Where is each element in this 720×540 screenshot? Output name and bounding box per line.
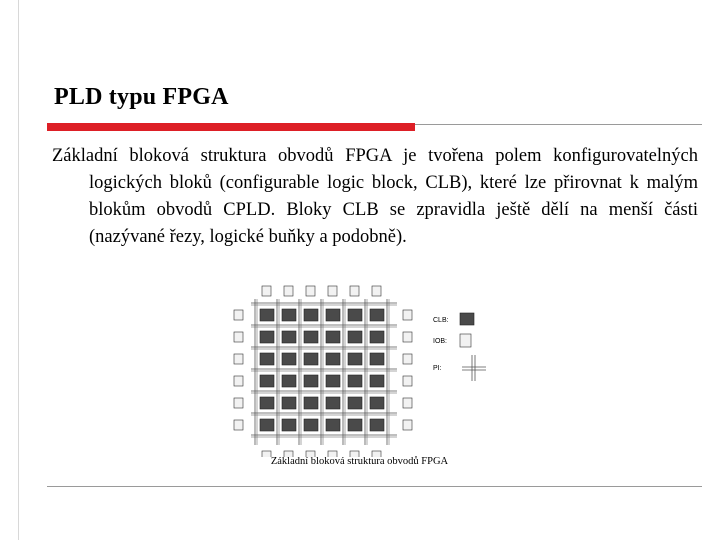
iob-block-right xyxy=(403,420,412,430)
clb-block xyxy=(370,331,384,343)
iob-block-left xyxy=(234,332,243,342)
iob-block-right xyxy=(403,332,412,342)
clb-block xyxy=(348,419,362,431)
bottom-rule xyxy=(47,486,702,487)
clb-block xyxy=(370,353,384,365)
legend-iob-swatch xyxy=(460,334,471,347)
legend-clb-label: CLB: xyxy=(433,317,449,324)
clb-block xyxy=(282,375,296,387)
clb-block xyxy=(304,397,318,409)
iob-block-top xyxy=(350,286,359,296)
clb-block xyxy=(282,309,296,321)
iob-block-top xyxy=(328,286,337,296)
clb-block xyxy=(260,397,274,409)
iob-block-top xyxy=(306,286,315,296)
clb-block xyxy=(282,353,296,365)
iob-block-left xyxy=(234,420,243,430)
clb-block xyxy=(304,309,318,321)
clb-block xyxy=(370,419,384,431)
body-paragraph: Základní bloková struktura obvodů FPGA je tvořena polem konfigurovatelných logických bloků (configurable logic block, CLB), které lze přirovnat k malým blokům obvodů CPLD. Bloky CLB se zpravidla ještě dělí na menší části (nazývané řezy, logické buňky a podobně). xyxy=(52,146,698,247)
clb-block xyxy=(260,375,274,387)
clb-block xyxy=(282,331,296,343)
clb-block xyxy=(348,397,362,409)
slide-title: PLD typu FPGA xyxy=(54,84,229,110)
iob-block-top xyxy=(372,286,381,296)
clb-block xyxy=(326,309,340,321)
iob-block-top xyxy=(284,286,293,296)
clb-block xyxy=(326,397,340,409)
clb-block xyxy=(282,397,296,409)
iob-block-right xyxy=(403,398,412,408)
clb-block xyxy=(326,331,340,343)
clb-block xyxy=(260,419,274,431)
iob-block-left xyxy=(234,376,243,386)
fpga-block-diagram xyxy=(229,282,490,457)
clb-block xyxy=(282,419,296,431)
iob-block-right xyxy=(403,354,412,364)
clb-block xyxy=(326,353,340,365)
figure-caption: Základní bloková struktura obvodů FPGA xyxy=(270,456,449,467)
clb-block xyxy=(326,419,340,431)
clb-block xyxy=(304,419,318,431)
legend-pi-symbol xyxy=(462,355,486,381)
clb-block xyxy=(370,375,384,387)
title-accent-bar xyxy=(47,123,415,131)
figure-legend xyxy=(433,313,486,381)
iob-block-left xyxy=(234,398,243,408)
iob-block-left xyxy=(234,354,243,364)
iob-block-left xyxy=(234,310,243,320)
iob-block-right xyxy=(403,376,412,386)
clb-block xyxy=(304,331,318,343)
clb-block xyxy=(348,375,362,387)
clb-block xyxy=(260,309,274,321)
clb-block xyxy=(348,353,362,365)
legend-clb-swatch xyxy=(460,313,474,325)
clb-block xyxy=(348,309,362,321)
iob-block-top xyxy=(262,286,271,296)
clb-block xyxy=(304,353,318,365)
clb-block xyxy=(326,375,340,387)
frame-line xyxy=(18,0,19,540)
clb-block xyxy=(348,331,362,343)
clb-block xyxy=(260,353,274,365)
iob-block-right xyxy=(403,310,412,320)
legend-iob-label: IOB: xyxy=(433,338,448,345)
fpga-structure-figure xyxy=(229,282,490,474)
clb-block xyxy=(370,309,384,321)
clb-block xyxy=(304,375,318,387)
clb-block xyxy=(370,397,384,409)
clb-block xyxy=(260,331,274,343)
legend-pi-label: PI: xyxy=(433,365,442,372)
